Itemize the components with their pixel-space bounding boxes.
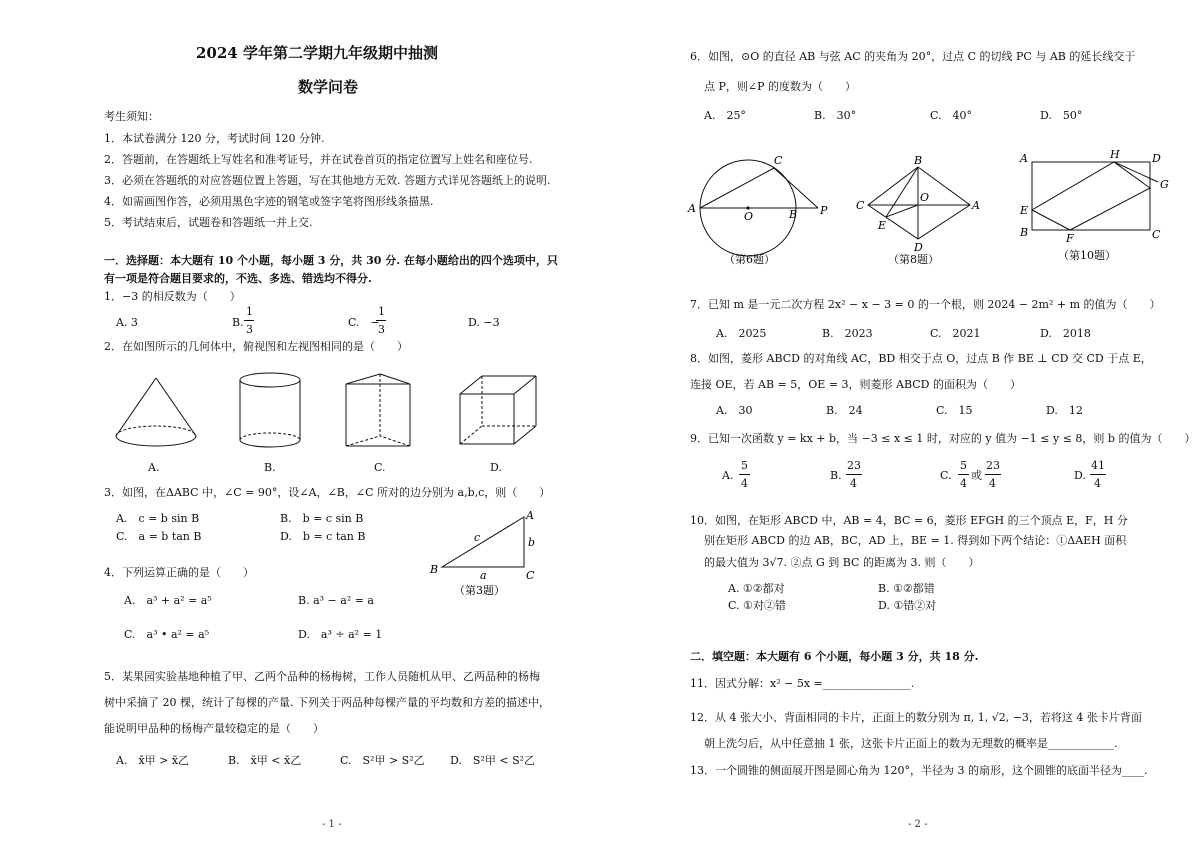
q10-stem-line3: 的最大值为 3√7. ②点 G 到 BC 的距离为 3. 则（ ） bbox=[704, 556, 980, 569]
fig10-label-a: A bbox=[1020, 152, 1028, 165]
q12-stem-line2: 朝上洗匀后，从中任意抽 1 张，这张卡片正面上的数为无理数的概率是____________. bbox=[704, 737, 1118, 750]
q5-option-a: A. x̄甲 > x̄乙 bbox=[116, 754, 190, 767]
q5-stem-line2: 树中采摘了 20 棵，统计了每棵的产量. 下列关于两品种每棵产量的平均数和方差的描述中， bbox=[104, 696, 550, 709]
notice-line: 4．如需画图作答，必须用黑色字迹的钢笔或签字笔将图形线条描黑. bbox=[104, 195, 434, 208]
exam-page-2 bbox=[600, 0, 1200, 848]
q4-option-a: A. a³ + a² = a⁵ bbox=[124, 594, 212, 607]
fraction-bar bbox=[958, 474, 969, 475]
q9-b-denominator: 4 bbox=[850, 477, 857, 490]
fig8-rhombus-figure bbox=[854, 155, 984, 265]
q3-option-c: C. a = b tan B bbox=[116, 530, 202, 543]
q1-b-numerator: 1 bbox=[246, 305, 253, 318]
q8-stem-line2: 连接 OE，若 AB = 5，OE = 3，则菱形 ABCD 的面积为（ ） bbox=[690, 378, 1021, 391]
q6-option-c: C. 40° bbox=[930, 109, 973, 122]
fig10-rectangle-figure bbox=[1018, 148, 1178, 264]
q6-option-a: A. 25° bbox=[704, 109, 746, 122]
exam-title: 2024 学年第二学期九年级期中抽测 bbox=[196, 44, 438, 62]
q8-option-c: C. 15 bbox=[936, 404, 973, 417]
q6-option-d: D. 50° bbox=[1040, 109, 1083, 122]
q9-d-denominator: 4 bbox=[1094, 477, 1101, 490]
fig10-label-d: D bbox=[1152, 152, 1161, 165]
fig10-caption: （第10题） bbox=[1058, 249, 1116, 262]
q11-stem: 11．因式分解：x² − 5x =________________. bbox=[690, 677, 915, 690]
q6-option-b: B. 30° bbox=[814, 109, 857, 122]
q7-option-c: C. 2021 bbox=[930, 327, 981, 340]
exam-subtitle: 数学问卷 bbox=[298, 78, 359, 96]
fig10-label-f: F bbox=[1066, 232, 1074, 245]
q3-option-a: A. c = b sin B bbox=[116, 512, 200, 525]
cylinder-solid bbox=[240, 373, 300, 447]
q5-option-c: C. S²甲 > S²乙 bbox=[340, 754, 425, 767]
q6-stem-line1: 6．如图，⊙O 的直径 AB 与弦 AC 的夹角为 20°，过点 C 的切线 PC 与 AB 的延长线交于 bbox=[690, 50, 1136, 63]
q8-option-b: B. 24 bbox=[826, 404, 863, 417]
q9-option-d: D. bbox=[1074, 469, 1086, 482]
fraction-bar bbox=[846, 474, 862, 475]
q3-vertex-a: A bbox=[526, 509, 534, 522]
fig6-label-b: B bbox=[789, 208, 798, 221]
notice-line: 3．必须在答题纸的对应答题位置上答题，写在其他地方无效. 答题方式详见答题纸上的说明. bbox=[104, 174, 551, 187]
fig8-label-e: E bbox=[878, 219, 887, 232]
q4-option-b: B. a³ − a² = a bbox=[298, 594, 374, 607]
q3-side-b: b bbox=[528, 536, 536, 549]
q7-stem: 7．已知 m 是一元二次方程 2x² − x − 3 = 0 的一个根，则 2024 − 2m² + m 的值为（ ） bbox=[690, 298, 1161, 311]
q5-stem-line1: 5．某果园实验基地种植了甲、乙两个品种的杨梅树，工作人员随机从甲、乙两品种的杨梅 bbox=[104, 670, 540, 683]
q3-caption: （第3题） bbox=[454, 584, 505, 597]
q1-option-c: C. − bbox=[348, 316, 380, 329]
q4-option-d: D. a³ ÷ a² = 1 bbox=[298, 628, 383, 641]
q1-c-numerator: 1 bbox=[378, 305, 385, 318]
q9-d-numerator: 41 bbox=[1091, 459, 1105, 472]
fig10-label-h: H bbox=[1110, 148, 1120, 161]
q9-c-numerator1: 5 bbox=[960, 459, 967, 472]
page-number: - 2 - bbox=[908, 819, 928, 830]
q10-option-d: D. ①错②对 bbox=[878, 599, 937, 612]
fig8-label-o: O bbox=[920, 191, 930, 204]
fraction-bar bbox=[985, 474, 1001, 475]
q9-a-denominator: 4 bbox=[741, 477, 748, 490]
q1-c-denominator: 3 bbox=[378, 323, 385, 336]
fig8-label-c: C bbox=[856, 199, 865, 212]
q1-b-denominator: 3 bbox=[246, 323, 253, 336]
q4-stem: 4．下列运算正确的是（ ） bbox=[104, 566, 254, 579]
page-number: - 1 - bbox=[322, 819, 342, 830]
fraction-bar bbox=[376, 320, 386, 321]
q5-stem-line3: 能说明甲品种的杨梅产量较稳定的是（ ） bbox=[104, 722, 324, 735]
fig6-label-p: P bbox=[820, 204, 828, 217]
q13-stem: 13．一个圆锥的侧面展开图是圆心角为 120°，半径为 3 的扇形，这个圆锥的底面半径为____. bbox=[690, 764, 1148, 777]
q9-option-b: B. bbox=[830, 469, 842, 482]
q7-option-b: B. 2023 bbox=[822, 327, 873, 340]
section1-heading: 一．选择题：本大题有 10 个小题，每小题 3 分，共 30 分. 在每小题给出的四个选项中，只 bbox=[104, 254, 558, 267]
fig8-caption: （第8题） bbox=[888, 253, 939, 266]
q4-option-c: C. a³ • a² = a⁵ bbox=[124, 628, 210, 641]
fig8-label-a: A bbox=[972, 199, 980, 212]
q12-stem-line1: 12．从 4 张大小、背面相同的卡片，正面上的数分别为 π, 1, √2, −3，若将这 4 张卡片背面 bbox=[690, 711, 1142, 724]
q3-triangle-figure bbox=[428, 505, 548, 595]
q7-option-a: A. 2025 bbox=[716, 327, 767, 340]
q3-vertex-b: B bbox=[430, 563, 439, 576]
prism-solid bbox=[346, 374, 410, 446]
fraction-bar bbox=[244, 320, 254, 321]
q10-option-a: A. ①②都对 bbox=[728, 582, 785, 595]
q7-option-d: D. 2018 bbox=[1040, 327, 1091, 340]
q3-option-b: B. b = c sin B bbox=[280, 512, 364, 525]
q3-stem: 3．如图，在ΔABC 中，∠C = 90°，设∠A，∠B，∠C 所对的边分别为 a,b,c，则（ ） bbox=[104, 486, 551, 499]
q2-solids-figure bbox=[110, 370, 550, 460]
fraction-bar bbox=[739, 474, 750, 475]
q1-option-d: D. −3 bbox=[468, 316, 500, 329]
q9-c-denominator2: 4 bbox=[989, 477, 996, 490]
fig6-label-c: C bbox=[774, 154, 783, 167]
q3-option-d: D. b = c tan B bbox=[280, 530, 366, 543]
notice-line: 1．本试卷满分 120 分，考试时间 120 分钟. bbox=[104, 132, 325, 145]
fig10-label-g: G bbox=[1160, 178, 1169, 191]
section1-heading-cont: 有一项是符合题目要求的，不选、多选、错选均不得分. bbox=[104, 272, 372, 285]
q8-option-a: A. 30 bbox=[716, 404, 753, 417]
notice-line: 5．考试结束后，试题卷和答题纸一并上交. bbox=[104, 216, 313, 229]
q8-option-d: D. 12 bbox=[1046, 404, 1083, 417]
q9-option-c: C. bbox=[940, 469, 952, 482]
q9-b-numerator: 23 bbox=[847, 459, 861, 472]
q3-side-c: c bbox=[474, 531, 481, 544]
fig6-label-a: A bbox=[688, 202, 696, 215]
q2-label-a: A. bbox=[148, 461, 160, 474]
q1-option-b: B. bbox=[232, 316, 244, 329]
fig6-caption: （第6题） bbox=[724, 253, 775, 266]
q9-stem: 9．已知一次函数 y = kx + b，当 −3 ≤ x ≤ 1 时，对应的 y 值为 −1 ≤ y ≤ 8，则 b 的值为（ ） bbox=[690, 432, 1196, 445]
q9-c-numerator2: 23 bbox=[986, 459, 1000, 472]
q2-stem: 2．在如图所示的几何体中，俯视图和左视图相同的是（ ） bbox=[104, 340, 408, 353]
q10-option-c: C. ①对②错 bbox=[728, 599, 786, 612]
q1-option-a: A. 3 bbox=[116, 316, 138, 329]
fig10-label-c: C bbox=[1152, 228, 1161, 241]
fig8-label-b: B bbox=[914, 154, 923, 167]
q1-stem: 1．−3 的相反数为（ ） bbox=[104, 290, 241, 303]
q2-label-c: C. bbox=[374, 461, 386, 474]
fig10-label-b: B bbox=[1020, 226, 1029, 239]
q10-stem-line2: 别在矩形 ABCD 的边 AB，BC，AD 上，BE = 1. 得到如下两个结论：①ΔAEH 面积 bbox=[704, 534, 1127, 547]
q3-side-a: a bbox=[480, 569, 487, 582]
notice-line: 2．答题前，在答题纸上写姓名和准考证号，并在试卷首页的指定位置写上姓名和座位号. bbox=[104, 153, 533, 166]
q3-vertex-c: C bbox=[526, 569, 535, 582]
notice-heading: 考生须知： bbox=[104, 110, 159, 123]
q9-c-or: 或 bbox=[971, 469, 982, 482]
q9-option-a: A. bbox=[722, 469, 734, 482]
fig6-circle-figure bbox=[688, 150, 842, 270]
q5-option-d: D. S²甲 < S²乙 bbox=[450, 754, 536, 767]
q10-stem-line1: 10．如图，在矩形 ABCD 中，AB = 4，BC = 6，菱形 EFGH 的三个顶点 E，F，H 分 bbox=[690, 514, 1128, 527]
q9-a-numerator: 5 bbox=[741, 459, 748, 472]
q2-label-b: B. bbox=[264, 461, 276, 474]
fig8-label-d: D bbox=[914, 241, 923, 254]
fig6-label-o: O bbox=[744, 210, 754, 223]
fig10-label-e: E bbox=[1020, 204, 1029, 217]
q6-stem-line2: 点 P，则∠P 的度数为（ ） bbox=[704, 80, 857, 93]
fraction-bar bbox=[1090, 474, 1106, 475]
cone-solid bbox=[116, 378, 196, 446]
section2-heading: 二．填空题：本大题有 6 个小题，每小题 3 分，共 18 分. bbox=[690, 650, 979, 663]
q5-option-b: B. x̄甲 < x̄乙 bbox=[228, 754, 302, 767]
cube-solid bbox=[460, 376, 536, 444]
q2-label-d: D. bbox=[490, 461, 502, 474]
q8-stem-line1: 8．如图，菱形 ABCD 的对角线 AC，BD 相交于点 O，过点 B 作 BE ⊥ CD 交 CD 于点 E， bbox=[690, 352, 1152, 365]
q10-option-b: B. ①②都错 bbox=[878, 582, 935, 595]
q9-c-denominator1: 4 bbox=[960, 477, 967, 490]
